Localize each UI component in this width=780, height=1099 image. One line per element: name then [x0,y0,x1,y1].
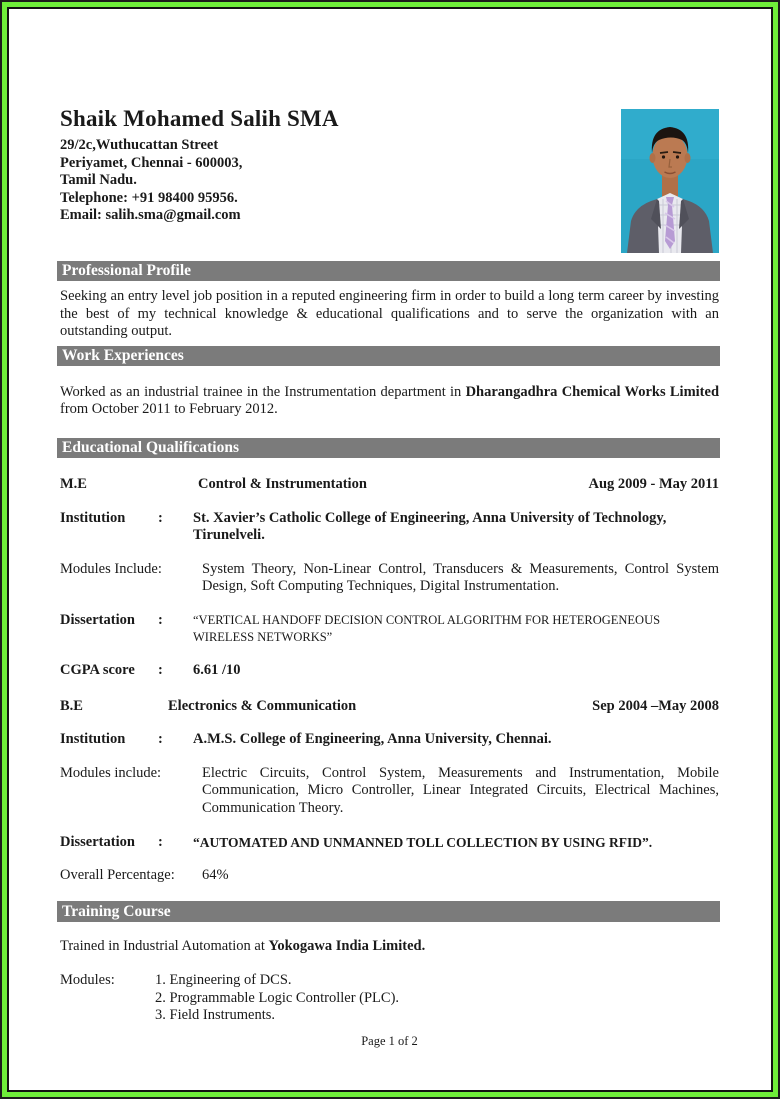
modules-value: System Theory, Non-Linear Control, Transducers & Measurements, Control System Design, Soft Computing Techniques, Digital Instrumentation. [202,560,719,595]
email-line: Email: salih.sma@gmail.com [60,207,241,224]
training-module-item: 2. Programmable Logic Controller (PLC). [155,989,400,1006]
colon-separator: : [158,661,163,678]
identity-block [60,106,621,225]
candidate-name: Shaik Mohamed Salih SMA [60,106,339,131]
score-label: Overall Percentage: [60,867,175,884]
profile-paragraph: Seeking an entry level job position in a reputed engineering firm in order to build a long term career by investing the best of my technical knowledge & educational qualifications and to serve the organization with an outstanding output. [60,288,719,340]
degree-program: Control & Instrumentation [198,475,367,492]
colon-separator: : [158,731,163,748]
institution-label: Institution [60,509,126,526]
modules-label: Modules include: [60,764,162,781]
degree-row-be [60,698,719,716]
score-value: 64% [202,867,229,884]
section-header-work-experiences: Work Experiences [57,346,720,366]
portrait-photo [621,109,719,253]
work-text-prefix: Worked as an industrial trainee in the Instrumentation department in [60,383,466,400]
dissertation-label: Dissertation [60,611,135,628]
work-paragraph [60,384,719,419]
training-text-prefix: Trained in Industrial Automation at [60,937,269,954]
degree-program: Electronics & Communication [168,697,357,714]
degree-dates: Sep 2004 –May 2008 [592,697,719,714]
dissertation-value: “AUTOMATED AND UNMANNED TOLL COLLECTION BY USING RFID”. [193,834,653,850]
dissertation-line-2: WIRELESS NETWORKS” [193,629,333,644]
training-modules-list [155,972,719,1025]
dissertation-line-1: “VERTICAL HANDOFF DECISION CONTROL ALGORITHM FOR HETEROGENEOUS [193,612,661,627]
colon-separator: : [158,509,163,526]
dissertation-row-me [60,612,719,646]
institution-label: Institution [60,731,126,748]
work-text-suffix: from October 2011 to February 2012. [60,401,278,418]
score-row-me [60,662,719,680]
score-row-be [60,867,719,885]
training-module-item: 1. Engineering of DCS. [155,972,292,989]
work-company-name: Dharangadhra Chemical Works Limited [465,383,720,400]
modules-label: Modules Include: [60,560,162,577]
score-label: CGPA score [60,661,135,678]
page-green-border [2,2,778,1097]
header [60,106,719,253]
degree-row-me [60,476,719,494]
institution-line-2: Tirunelveli. [193,527,265,544]
resume-content [9,9,771,1090]
modules-row-be [60,765,719,818]
resume-page [7,7,773,1092]
colon-separator: : [158,611,163,628]
training-modules-row [60,972,719,1025]
institution-value [193,510,719,545]
dissertation-label: Dissertation [60,833,135,850]
address-line-city: Periyamet, Chennai - 600003, [60,154,243,171]
page-number: Page 1 of 2 [361,1034,418,1049]
dissertation-row-be [60,834,719,852]
institution-value: A.M.S. College of Engineering, Anna University, Chennai. [193,731,552,748]
institution-row-be [60,731,719,749]
degree-dates: Aug 2009 - May 2011 [588,475,719,492]
colon-separator: : [158,833,163,850]
training-modules-label: Modules: [60,972,115,989]
telephone-line: Telephone: +91 98400 95956. [60,189,238,206]
degree-name: M.E [60,475,87,492]
section-header-educational-qualifications: Educational Qualifications [57,438,720,458]
institution-line-1: St. Xavier’s Catholic College of Engineering, Anna University of Technology, [193,509,667,526]
dissertation-value [193,612,719,646]
modules-value: Electric Circuits, Control System, Measurements and Instrumentation, Mobile Communication, Micro Controller, Linear Integrated Circuits, Electrical Machines, Communication Theory. [202,764,719,816]
score-value: 6.61 /10 [193,661,241,678]
institution-row-me [60,510,719,545]
degree-name: B.E [60,697,83,714]
modules-row-me [60,561,719,596]
section-header-professional-profile: Professional Profile [57,261,720,281]
address-line-street: 29/2c,Wuthucattan Street [60,137,219,153]
address-line-state: Tamil Nadu. [60,172,137,189]
training-module-item: 3. Field Instruments. [155,1007,276,1024]
section-header-training-course: Training Course [57,901,720,922]
training-paragraph [60,938,719,956]
training-company-name: Yokogawa India Limited. [268,937,426,954]
